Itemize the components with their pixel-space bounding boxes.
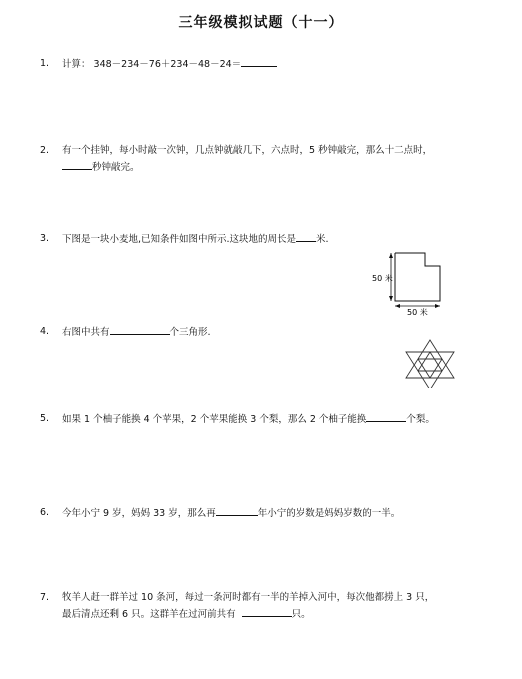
question-text: 牧羊人赶一群羊过 10 条河，每过一条河时都有一半的羊掉入河中，每次他都捞上 3 只，	[62, 592, 435, 603]
arrow-left-icon	[395, 304, 400, 308]
answer-blank[interactable]	[242, 606, 292, 617]
question-text: 最后清点还剩 6 只。这群羊在过河前共有	[62, 609, 236, 620]
answer-blank[interactable]	[296, 231, 316, 242]
question-text: 秒钟敲完。	[92, 162, 140, 173]
question-text: 年小宁的岁数是妈妈岁数的一半。	[257, 508, 401, 519]
question-number: 7.	[40, 592, 50, 603]
question-7	[40, 590, 480, 623]
triangle-star-diagram	[400, 338, 460, 388]
question-3	[40, 231, 480, 248]
question-text: 只。	[291, 609, 311, 620]
downward-triangle	[406, 352, 454, 388]
field-diagram	[370, 248, 460, 318]
field-outline	[395, 253, 440, 301]
height-label: 50 米	[372, 274, 393, 283]
answer-blank[interactable]	[366, 411, 406, 422]
width-label: 50 米	[407, 308, 428, 317]
question-text: 今年小宁 9 岁，妈妈 33 岁，那么再	[62, 508, 216, 519]
question-2	[40, 143, 480, 176]
question-number: 3.	[40, 233, 50, 244]
question-1	[40, 56, 480, 73]
question-text: 如果 1 个柚子能换 4 个苹果，2 个苹果能换 3 个梨，那么 2 个柚子能换	[62, 414, 367, 425]
arrow-right-icon	[435, 304, 440, 308]
question-text: 下图是一块小麦地,已知条件如图中所示.这块地的周长是	[62, 234, 297, 245]
arrow-down-icon	[389, 296, 393, 301]
answer-blank[interactable]	[241, 56, 277, 67]
question-number: 6.	[40, 507, 50, 518]
question-text: 米.	[316, 234, 329, 245]
question-number: 1.	[40, 58, 50, 69]
question-text: 个三角形.	[169, 327, 211, 338]
question-number: 4.	[40, 326, 50, 337]
page-title: 三年级模拟试题（十一）	[178, 15, 344, 31]
answer-blank[interactable]	[62, 159, 92, 170]
question-text: 计算： 348－234－76＋234－48－24＝	[62, 59, 242, 70]
question-text: 个梨。	[406, 414, 435, 425]
question-text: 右图中共有	[62, 327, 110, 338]
question-6	[40, 505, 480, 522]
question-5	[40, 411, 480, 428]
question-text: 有一个挂钟，每小时敲一次钟，几点钟就敲几下，六点时，5 秒钟敲完，那么十二点时，	[62, 145, 433, 156]
arrow-up-icon	[389, 253, 393, 258]
answer-blank[interactable]	[216, 505, 258, 516]
question-number: 2.	[40, 145, 50, 156]
answer-blank[interactable]	[110, 324, 170, 335]
question-number: 5.	[40, 413, 50, 424]
